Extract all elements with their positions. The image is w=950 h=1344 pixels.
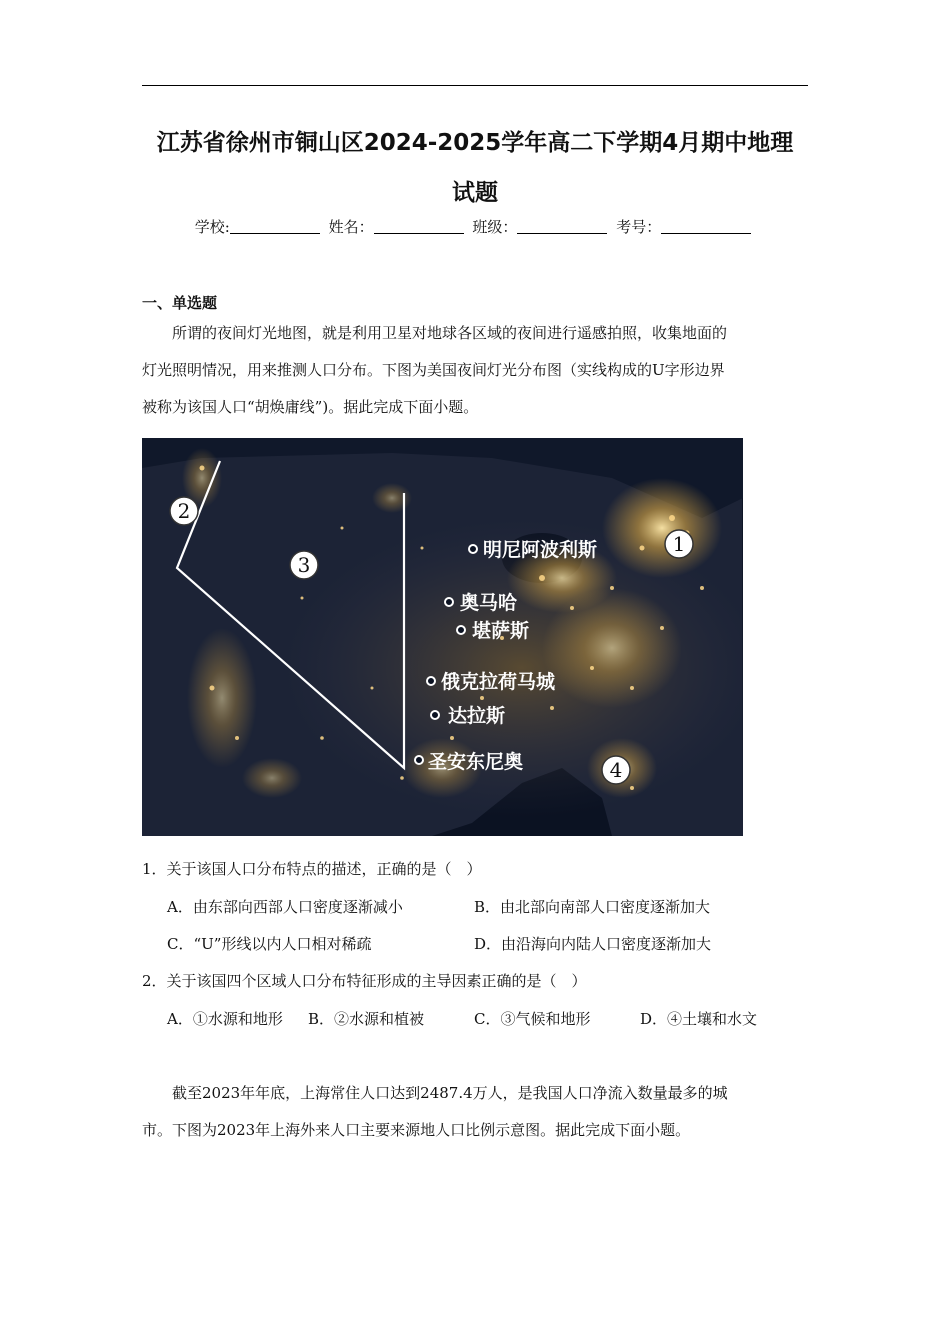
doc-title: 江苏省徐州市铜山区2024-2025学年高二下学期4月期中地理 xyxy=(156,130,794,156)
question-1-stem: 1．关于该国人口分布特点的描述，正确的是（ ） xyxy=(142,860,482,878)
region-marker-2-label: 2 xyxy=(177,499,191,523)
city-label-kansas: 堪萨斯 xyxy=(472,620,530,642)
number-label: 考号： xyxy=(616,218,662,236)
city-dot xyxy=(427,677,435,685)
city-dot xyxy=(469,545,477,553)
city-label-omaha: 奥马哈 xyxy=(460,592,518,614)
intro2-line-1: 截至2023年年底，上海常住人口达到2487.4万人，是我国人口净流入数量最多的城 xyxy=(172,1084,728,1102)
city-label-minneapolis: 明尼阿波利斯 xyxy=(483,539,598,561)
section-heading: 一、单选题 xyxy=(142,294,218,312)
school-blank[interactable] xyxy=(230,219,320,234)
q2-option-a[interactable]: A．①水源和地形 xyxy=(167,1010,283,1028)
class-label: 班级： xyxy=(472,218,518,236)
q1-option-a[interactable]: A．由东部向西部人口密度逐渐减小 xyxy=(167,898,403,916)
city-dot xyxy=(431,711,439,719)
intro-line-2: 灯光照明情况，用来推测人口分布。下图为美国夜间灯光分布图（实线构成的U字形边界 xyxy=(142,361,725,379)
intro2-paragraph xyxy=(142,1075,808,1149)
city-dot xyxy=(457,626,465,634)
q2-option-d[interactable]: D．④土壤和水文 xyxy=(640,1010,758,1028)
number-blank[interactable] xyxy=(661,219,751,234)
top-rule xyxy=(142,85,808,86)
class-blank[interactable] xyxy=(517,219,607,234)
name-label: 姓名： xyxy=(328,218,374,236)
us-night-light-map xyxy=(142,438,743,836)
name-blank[interactable] xyxy=(374,219,464,234)
region-marker-3-label: 3 xyxy=(297,553,311,577)
intro-line-3: 被称为该国人口“胡焕庸线”)。据此完成下面小题。 xyxy=(142,398,479,416)
region-marker-4-label: 4 xyxy=(609,758,623,782)
city-dot xyxy=(445,598,453,606)
map-svg xyxy=(142,438,743,836)
city-label-dallas: 达拉斯 xyxy=(448,705,506,727)
doc-title-line2: 试题 xyxy=(452,180,498,206)
city-label-sanantonio: 圣安东尼奥 xyxy=(428,751,524,773)
city-dot xyxy=(415,756,423,764)
intro-paragraph xyxy=(142,315,808,426)
city-label-oklahoma: 俄克拉荷马城 xyxy=(441,671,556,693)
intro-line-1: 所谓的夜间灯光地图，就是利用卫星对地球各区域的夜间进行遥感拍照，收集地面的 xyxy=(172,324,728,342)
q2-option-c[interactable]: C．③气候和地形 xyxy=(474,1010,591,1028)
intro2-line-2: 市。下图为2023年上海外来人口主要来源地人口比例示意图。据此完成下面小题。 xyxy=(142,1121,691,1139)
northeast-glow xyxy=(602,478,722,578)
q2-option-b[interactable]: B．②水源和植被 xyxy=(308,1010,425,1028)
question-2-stem: 2．关于该国四个区域人口分布特征形成的主导因素正确的是（ ） xyxy=(142,972,587,990)
q1-option-d[interactable]: D．由沿海向内陆人口密度逐渐加大 xyxy=(474,935,712,953)
q1-option-c[interactable]: C．“U”形线以内人口相对稀疏 xyxy=(167,935,372,953)
region-marker-1-label: 1 xyxy=(672,532,686,556)
q1-option-b[interactable]: B．由北部向南部人口密度逐渐加大 xyxy=(474,898,711,916)
school-label: 学校: xyxy=(194,218,230,236)
student-info-line xyxy=(142,216,808,237)
